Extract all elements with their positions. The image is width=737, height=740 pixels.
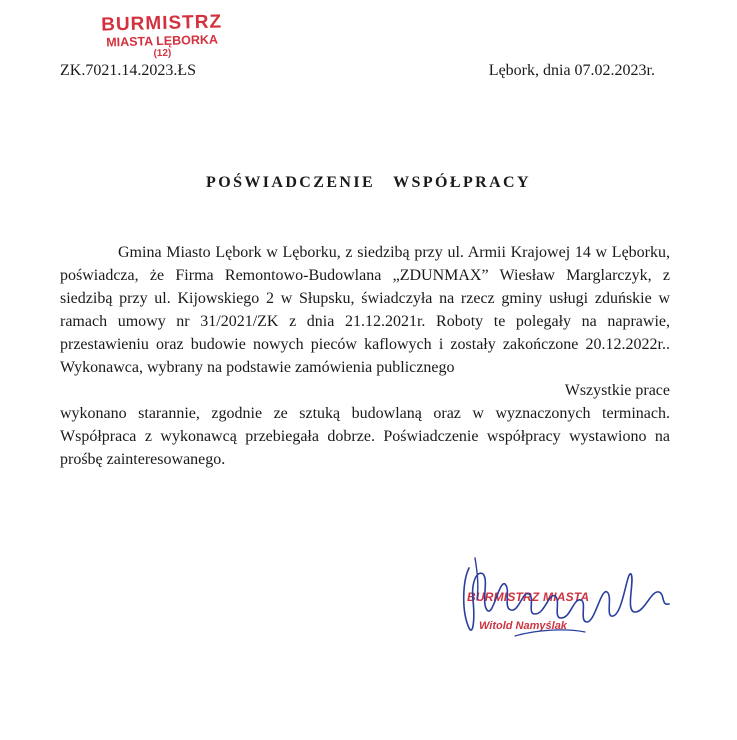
document-title: POŚWIADCZENIE WSPÓŁPRACY <box>206 174 531 191</box>
office-stamp-line1: BURMISTRZ <box>100 11 223 36</box>
office-stamp-line2: MIASTA LĘBORKA <box>106 32 219 50</box>
signature-stamp-title: BURMISTRZ MIASTA <box>467 590 590 604</box>
body-paragraph-2-start: Wszystkie prace <box>564 382 670 399</box>
body-paragraph-2-start-line <box>60 379 670 402</box>
signature-stamp-name: Witold Namyślak <box>479 620 567 632</box>
body-paragraph-1: Gmina Miasto Lębork w Lęborku, z siedzibą przy ul. Armii Krajowej 14 w Lęborku, poświadcza, że Firma Remontowo-Budowlana „ZDUNMAX” Wiesław Marglarczyk, z siedzibą przy ul. Kijowskiego 2 w Słupsku, świadczyła na rzecz gminy usługi zduńskie w ramach umowy nr 31/2021/ZK z dnia 21.12.2021r. Roboty te polegały na naprawie, przestawieniu oraz budowie nowych pieców kaflowych i zostały zakończone 20.12.2022r.. Wykonawca, wybrany na podstawie zamówienia publicznego <box>60 244 670 376</box>
place-and-date: Lębork, dnia 07.02.2023r. <box>488 62 655 79</box>
reference-number: ZK.7021.14.2023.ŁS <box>60 62 196 79</box>
body-paragraph-2: wykonano starannie, zgodnie ze sztuką budowlaną oraz w wyznaczonych terminach. Współpraca z wykonawcą przebiegała dobrze. Poświadczenie współpracy wystawiono na prośbę zainteresowanego. <box>60 405 670 468</box>
office-stamp <box>91 12 232 62</box>
signature-block <box>455 540 695 660</box>
handwritten-signature <box>455 540 695 660</box>
document-body <box>60 241 670 471</box>
office-stamp-line3: (12) <box>153 47 172 60</box>
